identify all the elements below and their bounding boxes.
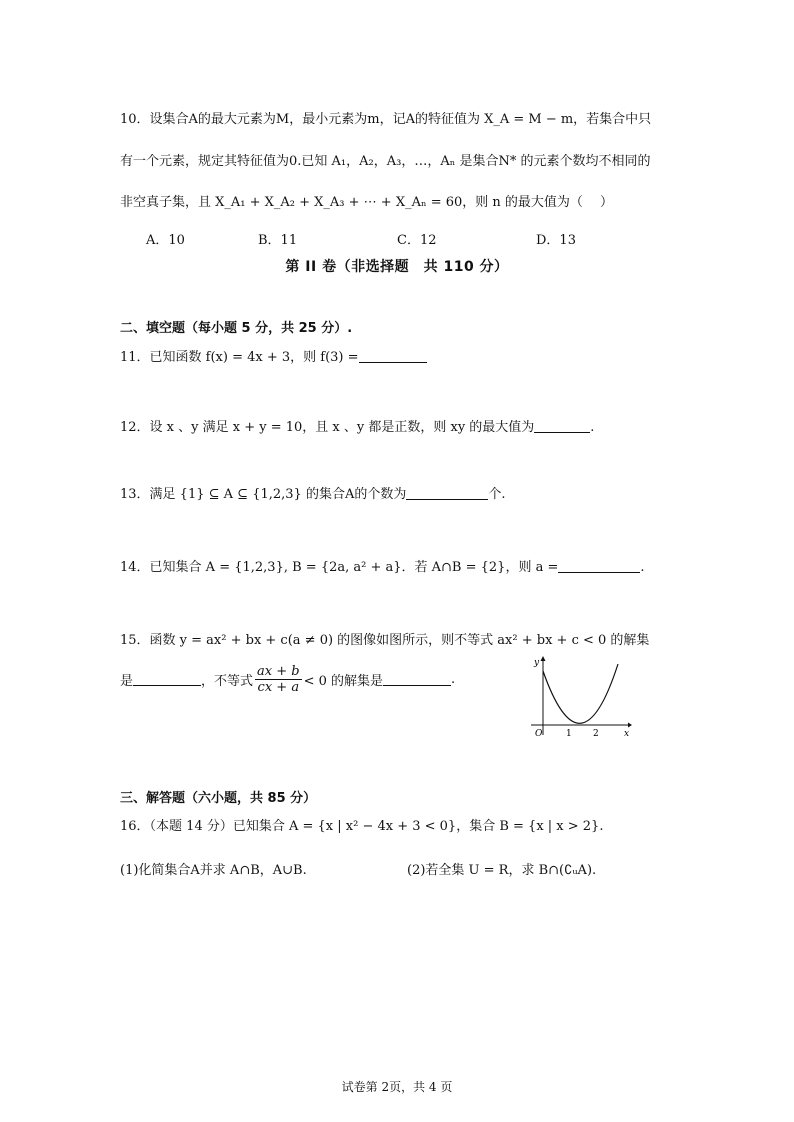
q15-line2-start: 是 [120, 673, 134, 689]
part2-title: 第 II 卷（非选择题 共 110 分） [285, 259, 509, 275]
q15-line2 [120, 662, 455, 696]
q11-text: 11．已知函数 f(x) = 4x + 3，则 f(3) = [120, 350, 359, 365]
q14-end: . [640, 560, 645, 575]
q11 [120, 346, 427, 365]
q15-line1: 15．函数 y = ax² + bx + c(a ≠ 0) 的图像如图所示，则不等式 ax² + bx + c < 0 的解集 [120, 633, 650, 648]
q15-fraction-denominator: cx + a [257, 679, 300, 695]
page-footer: 试卷第 2页，共 4 页 [341, 1080, 453, 1094]
q10-line1: 10．设集合A的最大元素为M，最小元素为m，记A的特征值为 X_A = M − m，若集合中只 [120, 112, 652, 127]
q16-part1: (1)化简集合A并求 A∩B，A∪B. [120, 863, 307, 878]
q13-end: 个. [488, 487, 506, 502]
q14-text: 14．已知集合 A = {1,2,3}, B = {2a, a² + a}．若 A∩B = {2}，则 a = [120, 560, 559, 575]
q10-line2: 有一个元素，规定其特征值为0.已知 A₁，A₂，A₃，…，Aₙ 是集合N* 的元素个数均不相同的 [120, 154, 651, 169]
q10-option-c: C．12 [397, 233, 437, 248]
graph-x-label: x [624, 729, 630, 739]
q12-end: . [590, 420, 595, 435]
q12-answer-blank [534, 419, 590, 433]
graph-y-arrow [541, 656, 546, 661]
graph-tick-2: 2 [593, 729, 599, 739]
q10-option-b: B．11 [258, 233, 298, 248]
q12-text: 12．设 x 、y 满足 x + y = 10，且 x 、y 都是正数，则 xy 的最大值为 [120, 420, 535, 435]
q15-fraction-numerator: ax + b [257, 663, 300, 679]
q15-blank-1 [133, 672, 201, 686]
q13 [120, 483, 505, 502]
q15-line2-mid: ，不等式 [201, 673, 254, 689]
q15-line2-tail: < 0 的解集是 [303, 673, 384, 689]
q12 [120, 416, 594, 435]
q10-line3: 非空真子集，且 X_A₁ + X_A₂ + X_A₃ + ⋯ + X_Aₙ = 60，则 n 的最大值为（ ） [120, 195, 614, 210]
graph-tick-1: 1 [566, 729, 572, 739]
q13-answer-blank [406, 486, 488, 500]
graph-origin-label: O [535, 729, 543, 739]
q13-text: 13．满足 {1} ⊆ A ⊆ {1,2,3} 的集合A的个数为 [120, 487, 407, 502]
q14-answer-blank [558, 559, 640, 573]
q10-option-a: A．10 [146, 233, 185, 248]
q15-fraction [255, 664, 302, 695]
q16-part2: (2)若全集 U = R，求 B∩(∁ᵤA). [407, 863, 597, 878]
section2-heading: 二、填空题（每小题 5 分，共 25 分）. [120, 321, 353, 336]
q11-answer-blank [359, 349, 427, 363]
q15-parabola-graph [528, 655, 632, 739]
q10-option-d: D．13 [536, 233, 576, 248]
q16-line1: 16．（本题 14 分）已知集合 A = {x | x² − 4x + 3 < 0}，集合 B = {x | x > 2}. [120, 819, 604, 834]
graph-x-arrow [628, 723, 632, 728]
q15-line2-end: . [451, 671, 456, 687]
section3-heading: 三、解答题（六小题，共 85 分） [120, 791, 317, 806]
graph-parabola-curve [543, 664, 618, 723]
q15-blank-2 [383, 672, 451, 686]
q14 [120, 556, 645, 575]
graph-y-label: y [534, 658, 540, 668]
